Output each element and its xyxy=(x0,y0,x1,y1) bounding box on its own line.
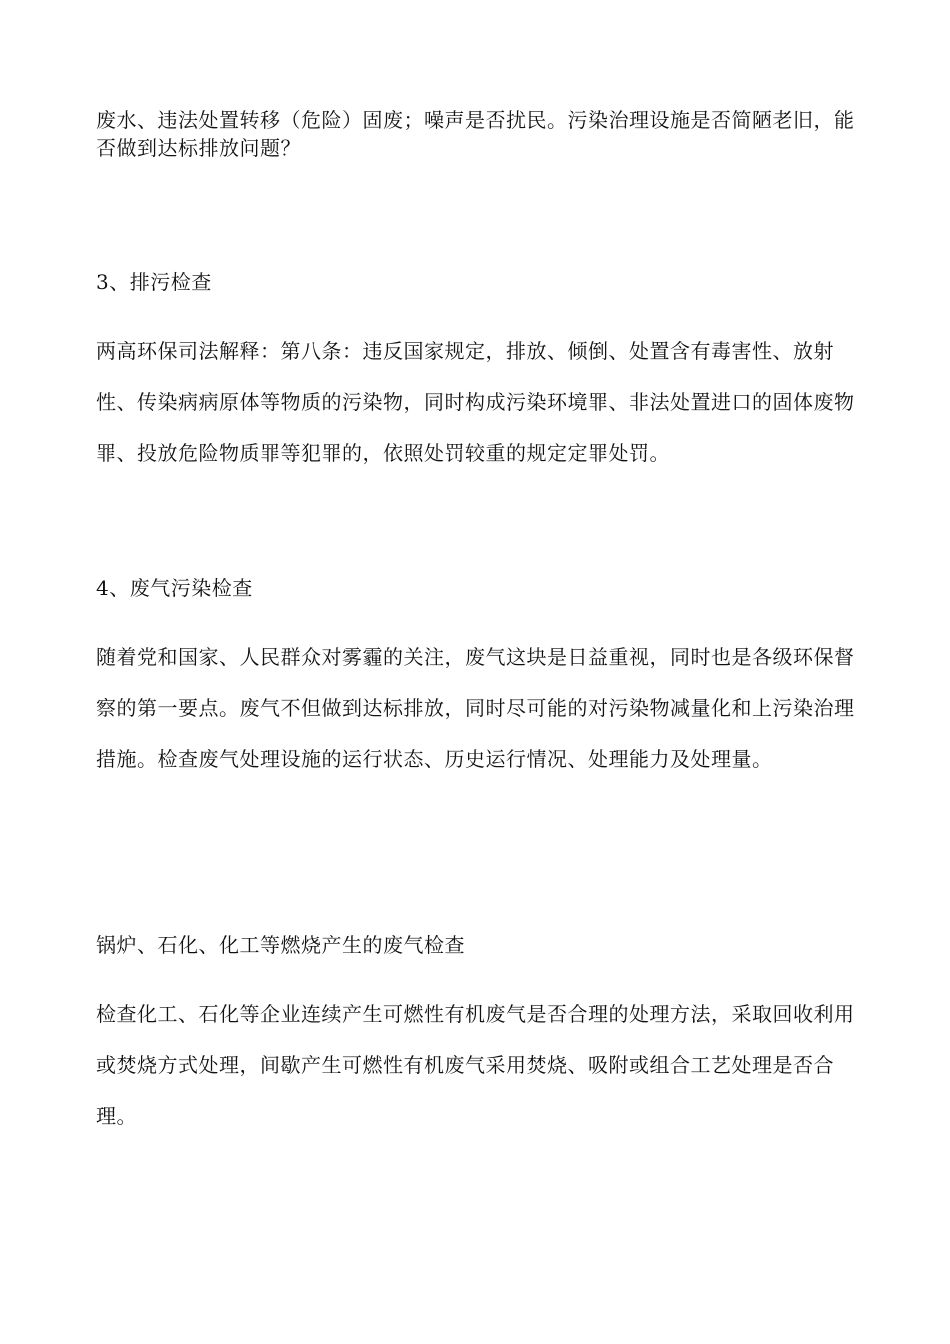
section-heading-combustion-exhaust-inspection: 锅炉、石化、化工等燃烧产生的废气检查 xyxy=(96,933,465,957)
section-heading-exhaust-gas-inspection: 4、废气污染检查 xyxy=(96,576,253,600)
section-body-combustion-exhaust-inspection: 检查化工、石化等企业连续产生可燃性有机废气是否合理的处理方法，采取回收利用或焚烧方式处理，间歇产生可燃性有机废气采用焚烧、吸附或组合工艺处理是否合理。 xyxy=(96,1002,855,1128)
section-body-exhaust-gas-inspection: 随着党和国家、人民群众对雾霾的关注，废气这块是日益重视，同时也是各级环保督察的第一要点。废气不但做到达标排放，同时尽可能的对污染物减量化和上污染治理措施。检查废气处理设施的运行状态、历史运行情况、处理能力及处理量。 xyxy=(96,645,855,771)
intro-paragraph: 废水、违法处置转移（危险）固废；噪声是否扰民。污染治理设施是否简陋老旧，能否做到达标排放问题？ xyxy=(96,108,855,160)
section-heading-discharge-inspection: 3、排污检查 xyxy=(96,270,212,294)
section-body-discharge-inspection: 两高环保司法解释：第八条：违反国家规定，排放、倾倒、处置含有毒害性、放射性、传染病病原体等物质的污染物，同时构成污染环境罪、非法处置进口的固体废物罪、投放危险物质罪等犯罪的，依照处罚较重的规定定罪处罚。 xyxy=(96,339,855,465)
